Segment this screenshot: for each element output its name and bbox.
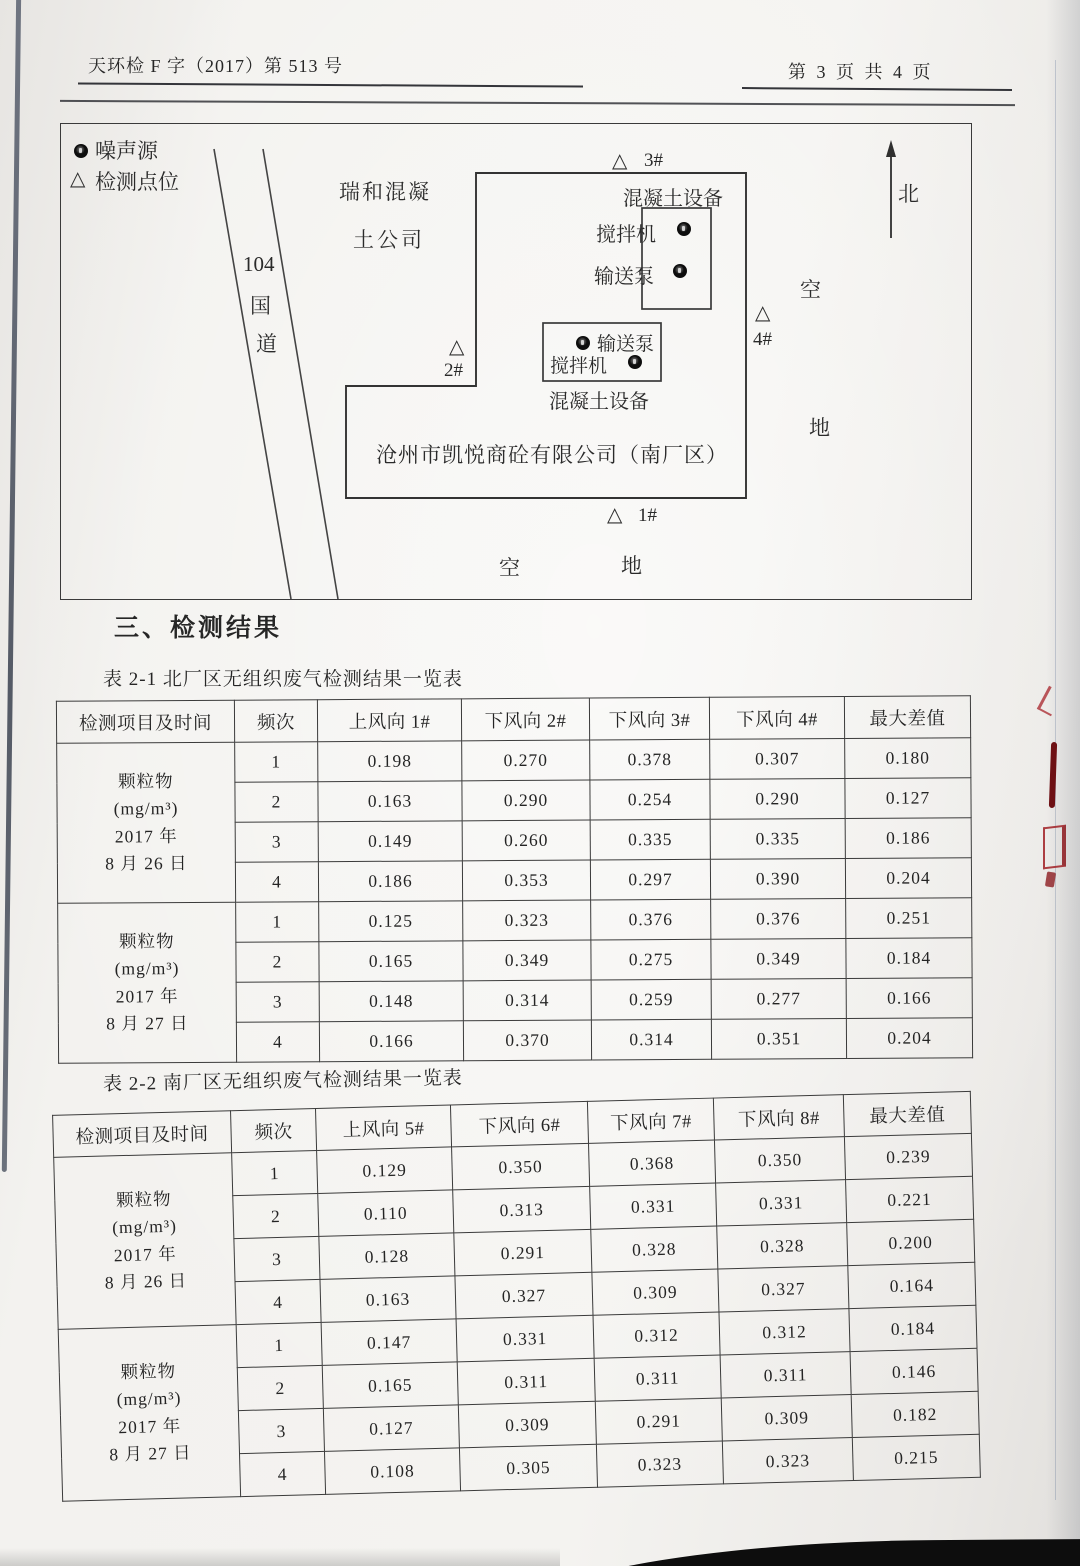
value-cell: 0.125 bbox=[319, 901, 463, 942]
item-period-cell bbox=[58, 1325, 240, 1502]
value-cell: 0.275 bbox=[591, 939, 711, 980]
item-period-line: (mg/m³) bbox=[116, 1387, 182, 1410]
detection-point-2-icon: △ bbox=[449, 336, 465, 358]
open-land-bottom-2: 地 bbox=[621, 554, 642, 578]
value-cell: 0.323 bbox=[722, 1438, 853, 1484]
detection-point-3-label: 3# bbox=[644, 150, 663, 171]
value-cell: 0.254 bbox=[590, 779, 710, 820]
frequency-cell: 1 bbox=[235, 742, 318, 783]
value-cell: 0.146 bbox=[850, 1348, 978, 1394]
north-pump-label: 输送泵 bbox=[594, 266, 654, 288]
value-cell: 0.312 bbox=[719, 1309, 850, 1355]
south-mixer-label: 搅拌机 bbox=[550, 356, 608, 377]
value-cell: 0.305 bbox=[459, 1444, 597, 1491]
header-rule bbox=[78, 82, 583, 87]
value-cell: 0.309 bbox=[721, 1395, 852, 1441]
detection-point-2-label: 2# bbox=[444, 360, 463, 381]
value-cell: 0.259 bbox=[591, 979, 711, 1020]
frequency-cell: 3 bbox=[236, 982, 319, 1023]
value-cell: 0.251 bbox=[846, 898, 972, 939]
value-cell: 0.204 bbox=[846, 1018, 972, 1059]
value-cell: 0.291 bbox=[454, 1229, 592, 1276]
value-cell: 0.331 bbox=[716, 1180, 847, 1226]
item-period-line: 颗粒物 bbox=[120, 1360, 177, 1383]
value-cell: 0.350 bbox=[452, 1143, 590, 1190]
value-cell: 0.186 bbox=[845, 818, 971, 859]
results-table-south bbox=[52, 1091, 981, 1502]
value-cell: 0.149 bbox=[318, 821, 462, 862]
road-label-104: 104 bbox=[243, 252, 275, 276]
value-cell: 0.331 bbox=[590, 1183, 717, 1229]
item-period-line: (mg/m³) bbox=[114, 958, 180, 979]
red-ink-mark bbox=[1043, 825, 1066, 870]
column-header: 检测项目及时间 bbox=[53, 1111, 232, 1158]
header-rule bbox=[742, 87, 1012, 91]
table-row bbox=[58, 898, 972, 944]
column-header: 最大差值 bbox=[843, 1091, 971, 1136]
column-header: 下风向 7# bbox=[587, 1098, 714, 1143]
value-cell: 0.331 bbox=[456, 1315, 594, 1362]
value-cell: 0.291 bbox=[595, 1398, 722, 1444]
detection-point-icon: △ bbox=[70, 168, 86, 190]
frequency-cell: 4 bbox=[236, 1022, 319, 1063]
north-mixer-label: 搅拌机 bbox=[596, 224, 656, 246]
item-period-line: 2017 年 bbox=[113, 1243, 177, 1265]
value-cell: 0.166 bbox=[319, 1021, 463, 1062]
road-line bbox=[214, 149, 291, 599]
item-period-cell bbox=[58, 902, 237, 1063]
road-label-dao: 道 bbox=[256, 332, 277, 356]
detection-point-1-icon: △ bbox=[607, 504, 623, 526]
value-cell: 0.182 bbox=[851, 1391, 979, 1437]
item-period-line: (mg/m³) bbox=[113, 798, 179, 819]
value-cell: 0.277 bbox=[711, 978, 846, 1019]
column-header: 上风向 5# bbox=[315, 1105, 451, 1151]
scan-left-page-edge bbox=[2, 0, 21, 1172]
item-period-line: 8 月 26 日 bbox=[105, 852, 188, 874]
value-cell: 0.127 bbox=[323, 1405, 459, 1452]
item-period-line: 2017 年 bbox=[115, 985, 179, 1006]
item-period-line: 8 月 27 日 bbox=[109, 1441, 192, 1465]
frequency-cell: 2 bbox=[235, 782, 318, 823]
frequency-cell: 1 bbox=[232, 1150, 318, 1195]
column-header: 下风向 3# bbox=[589, 697, 709, 740]
value-cell: 0.311 bbox=[594, 1355, 721, 1401]
frequency-cell: 4 bbox=[240, 1451, 326, 1496]
section-title: 三、检测结果 bbox=[114, 615, 283, 642]
value-cell: 0.328 bbox=[591, 1226, 718, 1272]
site-plan-diagram bbox=[60, 123, 972, 600]
frequency-cell: 3 bbox=[234, 1236, 320, 1281]
company-name-label: 沧州市凯悦商砼有限公司（南厂区） bbox=[376, 443, 728, 467]
results-table-north bbox=[56, 695, 973, 1064]
value-cell: 0.163 bbox=[320, 1276, 456, 1323]
legend-noise-source-label: 噪声源 bbox=[95, 139, 158, 163]
detection-point-3-icon: △ bbox=[612, 150, 628, 172]
value-cell: 0.390 bbox=[710, 858, 845, 899]
item-period-line: 颗粒物 bbox=[118, 771, 174, 792]
value-cell: 0.128 bbox=[319, 1233, 455, 1280]
value-cell: 0.180 bbox=[845, 738, 971, 779]
header-row bbox=[56, 696, 970, 744]
value-cell: 0.309 bbox=[458, 1401, 596, 1448]
noise-source-marker bbox=[673, 264, 687, 278]
value-cell: 0.260 bbox=[462, 820, 590, 861]
table-2-2-caption: 表 2-2 南厂区无组织废气检测结果一览表 bbox=[102, 1067, 464, 1096]
header-rule bbox=[60, 100, 1015, 106]
legend-detection-point-label: 检测点位 bbox=[95, 170, 179, 194]
frequency-cell: 2 bbox=[237, 1365, 323, 1410]
value-cell: 0.349 bbox=[711, 938, 846, 979]
item-period-line: 颗粒物 bbox=[119, 931, 175, 952]
value-cell: 0.297 bbox=[590, 859, 710, 900]
value-cell: 0.198 bbox=[318, 741, 462, 782]
frequency-cell: 3 bbox=[238, 1408, 324, 1453]
value-cell: 0.327 bbox=[455, 1272, 593, 1319]
value-cell: 0.323 bbox=[463, 900, 591, 941]
value-cell: 0.184 bbox=[849, 1305, 977, 1351]
value-cell: 0.335 bbox=[590, 819, 710, 860]
value-cell: 0.350 bbox=[714, 1137, 845, 1183]
value-cell: 0.239 bbox=[844, 1133, 972, 1179]
compass-north-label: 北 bbox=[898, 182, 919, 206]
value-cell: 0.353 bbox=[462, 860, 590, 901]
value-cell: 0.376 bbox=[711, 898, 846, 939]
neighbor-company-line1: 瑞和混凝 bbox=[339, 180, 431, 204]
frequency-cell: 1 bbox=[236, 902, 319, 943]
south-pump-label: 输送泵 bbox=[597, 334, 655, 355]
value-cell: 0.327 bbox=[718, 1266, 849, 1312]
value-cell: 0.314 bbox=[463, 980, 591, 1021]
value-cell: 0.200 bbox=[847, 1219, 975, 1265]
column-header: 频次 bbox=[234, 700, 317, 743]
value-cell: 0.307 bbox=[710, 738, 845, 779]
value-cell: 0.184 bbox=[846, 938, 972, 979]
value-cell: 0.163 bbox=[318, 781, 462, 822]
table-row bbox=[57, 738, 971, 784]
item-period-line: (mg/m³) bbox=[111, 1216, 178, 1238]
noise-source-marker bbox=[677, 222, 691, 236]
scan-bottom-edge bbox=[505, 1539, 1080, 1566]
column-header: 下风向 6# bbox=[450, 1101, 588, 1147]
value-cell: 0.165 bbox=[322, 1362, 458, 1409]
value-cell: 0.290 bbox=[710, 778, 845, 819]
column-header: 上风向 1# bbox=[317, 699, 461, 742]
value-cell: 0.312 bbox=[593, 1312, 720, 1358]
value-cell: 0.165 bbox=[319, 941, 463, 982]
scan-bottom-shadow bbox=[0, 1548, 560, 1566]
column-header: 下风向 8# bbox=[713, 1095, 844, 1140]
neighbor-company-line2: 土公司 bbox=[353, 228, 425, 252]
value-cell: 0.309 bbox=[592, 1269, 719, 1315]
column-header: 下风向 2# bbox=[461, 698, 589, 741]
open-land-right-1: 空 bbox=[800, 278, 821, 302]
north-equipment-label: 混凝土设备 bbox=[623, 188, 723, 210]
value-cell: 0.127 bbox=[845, 778, 971, 819]
road-label-guo: 国 bbox=[250, 294, 271, 318]
value-cell: 0.204 bbox=[845, 858, 971, 899]
value-cell: 0.311 bbox=[457, 1358, 595, 1405]
item-period-cell bbox=[54, 1153, 236, 1330]
frequency-cell: 2 bbox=[236, 942, 319, 983]
column-header: 频次 bbox=[231, 1108, 317, 1152]
north-arrow-head bbox=[886, 140, 896, 157]
item-period-line: 8 月 26 日 bbox=[104, 1270, 188, 1293]
value-cell: 0.351 bbox=[711, 1018, 846, 1059]
value-cell: 0.186 bbox=[318, 861, 462, 902]
frequency-cell: 1 bbox=[236, 1322, 322, 1367]
frequency-cell: 2 bbox=[233, 1193, 319, 1238]
value-cell: 0.129 bbox=[317, 1147, 453, 1194]
value-cell: 0.147 bbox=[321, 1319, 457, 1366]
noise-source-marker bbox=[628, 355, 642, 369]
column-header: 下风向 4# bbox=[709, 696, 844, 739]
frequency-cell: 4 bbox=[235, 862, 318, 903]
value-cell: 0.335 bbox=[710, 818, 845, 859]
south-equipment-label: 混凝土设备 bbox=[549, 391, 649, 413]
value-cell: 0.368 bbox=[589, 1140, 716, 1186]
noise-source-marker bbox=[576, 336, 590, 350]
site-plan-lines bbox=[61, 124, 971, 599]
value-cell: 0.311 bbox=[720, 1352, 851, 1398]
value-cell: 0.270 bbox=[462, 740, 590, 781]
frequency-cell: 3 bbox=[235, 822, 318, 863]
value-cell: 0.110 bbox=[318, 1190, 454, 1237]
column-header: 最大差值 bbox=[844, 696, 970, 739]
value-cell: 0.164 bbox=[848, 1262, 976, 1308]
value-cell: 0.313 bbox=[453, 1186, 591, 1233]
detection-point-4-label: 4# bbox=[753, 329, 772, 350]
item-period-line: 8 月 27 日 bbox=[106, 1012, 189, 1034]
value-cell: 0.108 bbox=[324, 1448, 460, 1495]
open-land-bottom-1: 空 bbox=[499, 556, 520, 580]
value-cell: 0.314 bbox=[591, 1019, 711, 1060]
page-number: 第 3 页 共 4 页 bbox=[788, 62, 934, 82]
value-cell: 0.370 bbox=[463, 1020, 591, 1061]
table-2-1-caption: 表 2-1 北厂区无组织废气检测结果一览表 bbox=[103, 669, 463, 690]
item-period-cell bbox=[57, 742, 236, 903]
value-cell: 0.378 bbox=[590, 739, 710, 780]
frequency-cell: 4 bbox=[235, 1279, 321, 1324]
column-header: 检测项目及时间 bbox=[56, 700, 234, 743]
value-cell: 0.323 bbox=[596, 1441, 723, 1487]
detection-point-1-label: 1# bbox=[638, 505, 657, 526]
item-period-line: 2017 年 bbox=[114, 825, 178, 846]
road-line bbox=[263, 149, 338, 599]
value-cell: 0.166 bbox=[846, 978, 972, 1019]
value-cell: 0.376 bbox=[591, 899, 711, 940]
item-period-line: 2017 年 bbox=[118, 1415, 182, 1437]
value-cell: 0.328 bbox=[717, 1223, 848, 1269]
report-number: 天环检 F 字（2017）第 513 号 bbox=[88, 56, 344, 76]
item-period-line: 颗粒物 bbox=[115, 1189, 172, 1211]
open-land-right-2: 地 bbox=[809, 416, 830, 440]
value-cell: 0.148 bbox=[319, 981, 463, 1022]
value-cell: 0.221 bbox=[846, 1176, 974, 1222]
noise-source-icon bbox=[74, 144, 88, 158]
value-cell: 0.349 bbox=[463, 940, 591, 981]
value-cell: 0.290 bbox=[462, 780, 590, 821]
detection-point-4-icon: △ bbox=[755, 302, 771, 324]
value-cell: 0.215 bbox=[852, 1434, 980, 1480]
